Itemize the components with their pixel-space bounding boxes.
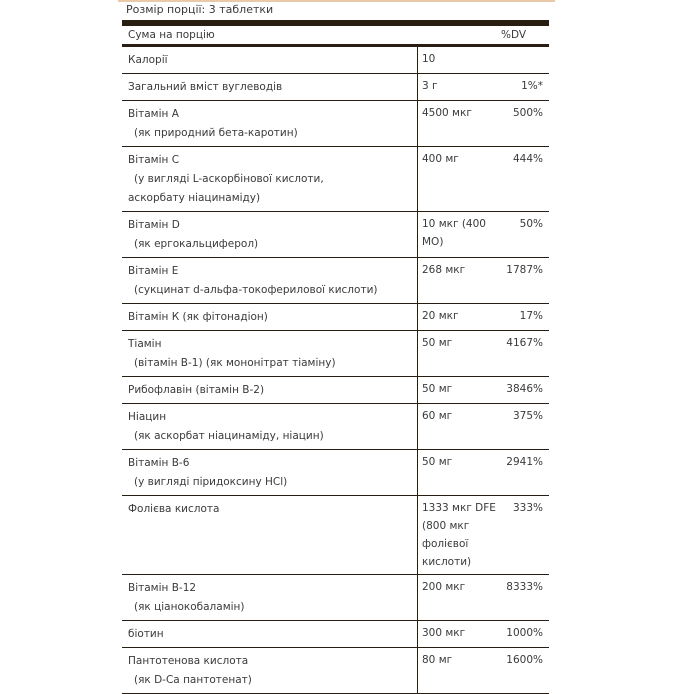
nutrient-amount: 60 мг [422,410,453,422]
nutrient-amount: 300 мкг [422,627,466,639]
nutrient-amount: 20 мкг [422,310,459,322]
nutrient-source: (у вигляді L-аскорбінової кислоти, [134,173,324,185]
nutrient-dv: 375% [512,410,543,422]
nutrient-source: (як ергокальциферол) [134,238,259,250]
nutrient-name-cell [122,621,418,647]
dv-header: %DV [501,29,527,41]
nutrient-name-cell [122,74,418,100]
nutrient-name: Вітамін С [128,154,180,166]
table-row [122,575,549,621]
nutrient-name: Вітамін D [128,219,180,231]
nutrient-source-continued: аскорбату ніацинаміду) [128,192,261,204]
nutrient-name-cell [122,331,418,376]
table-row [122,47,549,74]
nutrient-source: (як природний бета-каротин) [134,127,298,139]
nutrient-name: Рибофлавін (вітамін В-2) [128,384,265,396]
nutrient-source: (як ціанокобаламін) [134,601,245,613]
nutrient-name: Вітамін В-6 [128,457,190,469]
nutrient-dv: 3846% [506,383,543,395]
nutrient-dv: 1787% [506,264,543,276]
table-row [122,101,549,147]
table-row [122,450,549,496]
table-row [122,331,549,377]
nutrient-name-cell [122,404,418,449]
nutrient-name: Вітамін В-12 [128,582,197,594]
table-header [122,26,549,47]
nutrient-source: (вітамін В-1) (як мононітрат тіаміну) [134,357,336,369]
nutrient-name-cell [122,212,418,257]
nutrient-dv [506,47,549,73]
nutrient-name: біотин [128,628,164,640]
table-row [122,621,549,648]
nutrient-amount: 50 мг [422,337,453,349]
nutrient-dv: 1000% [506,627,543,639]
nutrient-name-cell [122,147,418,211]
table-row [122,147,549,212]
nutrient-dv: 8333% [506,581,543,593]
table-row [122,377,549,404]
nutrient-amount: 1333 мкг DFE (800 мкг фолієвої кислоти) [422,502,496,568]
serving-size: Розмір порції: 3 таблетки [126,3,274,16]
nutrient-amount: 200 мкг [422,581,466,593]
nutrient-amount: 10 мкг (400 МО) [422,218,486,248]
nutrient-name: Пантотенова кислота [128,655,249,667]
nutrient-dv: 1%* [521,80,543,92]
nutrient-amount: 3 г [422,80,438,92]
nutrient-dv: 4167% [506,337,543,349]
nutrient-dv: 333% [512,502,543,514]
nutrient-name-cell [122,258,418,303]
nutrient-name: Вітамін А [128,108,179,120]
nutrient-dv: 50% [519,218,543,230]
amount-per-serving-header: Сума на порцію [128,29,215,41]
nutrient-amount: 80 мг [422,654,453,666]
table-row [122,258,549,304]
nutrient-dv: 2941% [506,456,543,468]
nutrient-source: (у вигляді піридоксину HCl) [134,476,288,488]
table-row [122,648,549,694]
table-row [122,212,549,258]
nutrient-source: (як аскорбат ніацинаміду, ніацин) [134,430,324,442]
nutrient-amount: 50 мг [422,383,453,395]
nutrient-name: Калорії [128,54,168,66]
table-row [122,74,549,101]
nutrient-amount: 50 мг [422,456,453,468]
nutrient-source: (як D-Ca пантотенат) [134,674,252,686]
nutrient-name-cell [122,101,418,146]
table-row [122,304,549,331]
nutrient-dv: 444% [512,153,543,165]
nutrient-name-cell [122,575,418,620]
nutrient-amount: 10 [422,53,436,65]
nutrient-source: (сукцинат d-альфа-токоферилової кислоти) [134,284,378,296]
nutrient-name: Вітамін Е [128,265,179,277]
nutrient-name-cell [122,648,418,693]
nutrient-amount: 268 мкг [422,264,466,276]
nutrient-name: Вітамін К (як фітонадіон) [128,311,268,323]
nutrient-amount: 400 мг [422,153,459,165]
nutrient-name-cell [122,377,418,403]
nutrient-name-cell [122,450,418,495]
nutrient-name: Загальний вміст вуглеводів [128,81,283,93]
nutrient-name: Ніацин [128,411,167,423]
table-row [122,404,549,450]
nutrient-name-cell [122,47,418,73]
supplement-facts-table [122,0,549,694]
nutrient-dv: 1600% [506,654,543,666]
nutrient-name-cell [122,304,418,330]
table-row [122,496,549,575]
nutrient-dv: 500% [512,107,543,119]
nutrient-name-cell [122,496,418,574]
nutrient-dv: 17% [519,310,543,322]
nutrient-amount: 4500 мкг [422,107,472,119]
nutrient-name: Тіамін [128,338,162,350]
nutrient-name: Фолієва кислота [128,503,220,515]
